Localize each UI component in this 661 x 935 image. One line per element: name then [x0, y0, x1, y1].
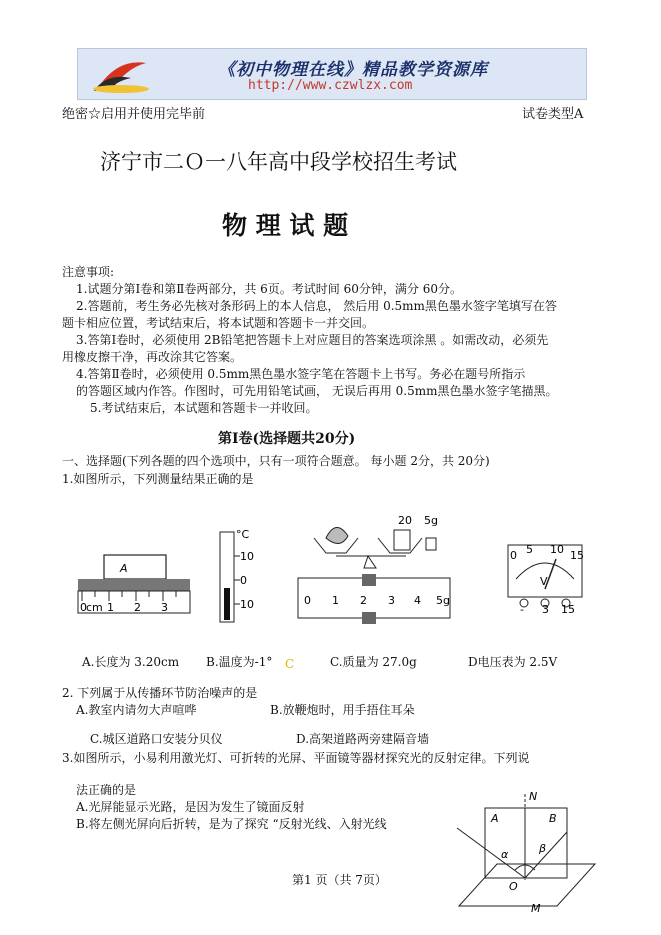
- question-2-stem: 2. 下列属于从传播环节防治噪声的是: [62, 686, 258, 700]
- q2-option-b: B.放鞭炮时，用手捂住耳朵: [270, 703, 415, 717]
- thermo-tick-label: 0: [240, 574, 247, 587]
- page-footer: 第1 页（共 7页）: [292, 873, 387, 887]
- q1-option-d: D电压表为 2.5V: [468, 655, 558, 669]
- q2-option-a: A.教室内请勿大声喧哗: [76, 703, 197, 717]
- notice-line: 4.答第Ⅱ卷时，必须使用 0.5mm黑色墨水签字笔在答题卡上书写。务必在题号所指示: [76, 367, 526, 381]
- volt-tick-label: 15: [570, 549, 584, 562]
- fig-o-label: O: [509, 880, 518, 893]
- banner-url[interactable]: http://www.czwlzx.com: [248, 78, 413, 93]
- question-3-stem-cont: 法正确的是: [76, 783, 137, 797]
- q2-option-c: C.城区道路口安装分贝仪: [90, 732, 223, 746]
- scale-tick-label: 4: [414, 594, 421, 607]
- reflection-figure: [455, 788, 597, 918]
- mass-5-label: 5g: [424, 514, 438, 527]
- thermometer-figure: [210, 528, 262, 628]
- ruler-tick-label: 2: [134, 601, 141, 614]
- balance-figure: [296, 508, 456, 630]
- q1-option-a: A.长度为 3.20cm: [82, 655, 180, 669]
- q1-option-b: B.温度为-1°: [206, 655, 273, 669]
- notice-line: 题卡相应位置，考试结束后，将本试题和答题卡一并交回。: [62, 316, 375, 330]
- volt-tick-label: 5: [526, 543, 533, 556]
- exam-title: 济宁市二Ｏ一八年高中段学校招生考试: [100, 150, 457, 174]
- fig-b-label: B: [549, 812, 557, 825]
- banner-title: 《初中物理在线》精品教学资源库: [218, 60, 488, 80]
- ruler-figure: [74, 545, 194, 620]
- ruler-tick-label: 1: [107, 601, 114, 614]
- fig-m-label: M: [531, 902, 541, 915]
- q2-option-d: D.高架道路两旁建隔音墙: [296, 732, 430, 746]
- ruler-unit-label: cm: [86, 601, 103, 614]
- volt-terminal-label: 15: [561, 603, 575, 613]
- logo-icon: [86, 53, 156, 95]
- thermo-tick-label: 10: [240, 598, 254, 611]
- ruler-tick-label: 3: [161, 601, 168, 614]
- scale-tick-label: 5g: [436, 594, 450, 607]
- notice-line: 3.答第Ⅰ卷时，必须使用 2B铅笔把答题卡上对应题目的答案选项涂黑 。如需改动，必须先: [76, 333, 549, 347]
- section-desc: 一、选择题(下列各题的四个选项中，只有一项符合题意。 每小题 2分，共 20分): [62, 454, 490, 468]
- notice-line: 2.答题前，考生务必先核对条形码上的本人信息， 然后用 0.5mm黑色墨水签字笔填写在答: [76, 299, 557, 313]
- volt-terminal-label: -: [520, 603, 524, 613]
- ruler-a-label: A: [120, 562, 128, 575]
- notice-line: 5.考试结束后，本试题和答题卡一并收回。: [90, 401, 318, 415]
- fig-a-label: A: [491, 812, 499, 825]
- notice-line: 的答题区域内作答。作图时，可先用铅笔试画， 无误后再用 0.5mm黑色墨水签字笔描黑。: [76, 384, 558, 398]
- mass-20-label: 20: [398, 514, 412, 527]
- fig-beta-label: β: [539, 842, 547, 855]
- q3-option-a: A.光屏能显示光路，是因为发生了镜面反射: [76, 800, 305, 814]
- ruler-tick-label: 0: [80, 601, 87, 614]
- subject-title: 物 理 试 题: [222, 211, 349, 240]
- notice-line: 1.试题分第Ⅰ卷和第Ⅱ卷两部分，共 6页。考试时间 60分钟，满分 60分。: [76, 282, 462, 296]
- voltmeter-figure: [506, 543, 584, 613]
- fig-n-label: N: [529, 790, 538, 803]
- q1-option-b-unit: C: [285, 657, 295, 671]
- volt-tick-label: 0: [510, 549, 517, 562]
- scale-tick-label: 1: [332, 594, 339, 607]
- question-1-stem: 1.如图所示，下列测量结果正确的是: [62, 472, 254, 486]
- volt-tick-label: 10: [550, 543, 564, 556]
- thermo-tick-label: 10: [240, 550, 254, 563]
- question-3-stem: 3.如图所示，小易利用激光灯、可折转的光屏、平面镜等器材探究光的反射定律。下列说: [62, 751, 530, 765]
- notice-line: 用橡皮擦干净，再改涂其它答案。: [62, 350, 243, 364]
- scale-tick-label: 0: [304, 594, 311, 607]
- thermo-unit-label: °C: [236, 528, 250, 541]
- notice-heading: 注意事项:: [62, 265, 115, 279]
- q1-option-c: C.质量为 27.0g: [330, 655, 417, 669]
- volt-terminal-label: 3: [542, 603, 549, 613]
- paper-type: 试卷类型A: [522, 107, 584, 122]
- q3-option-b: B.将左侧光屏向后折转，是为了探究 “反射光线、入射光线: [76, 817, 387, 831]
- scale-tick-label: 2: [360, 594, 367, 607]
- scale-tick-label: 3: [388, 594, 395, 607]
- header-banner: [77, 48, 587, 100]
- section-title: 第Ⅰ卷(选择题共20分): [218, 431, 356, 447]
- fig-alpha-label: α: [501, 848, 509, 861]
- volt-v-label: V: [540, 575, 548, 588]
- secret-label: 绝密☆启用并使用完毕前: [62, 107, 206, 122]
